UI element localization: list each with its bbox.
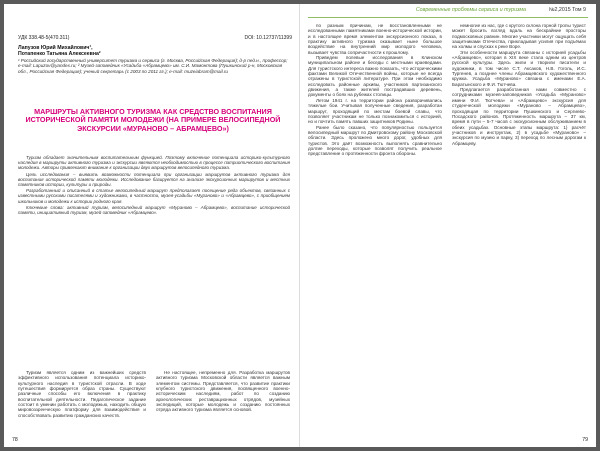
body-paragraph: немногие из нас, где с крутого склона горной тропы турист может бросить взгляд вдаль на бескрайние просторы подмосковных равнин. Многие участники могут ощущать себя защитниками Отечества, прикладывая усилия при подъёмах на холмы и спусках к реке Воре. bbox=[452, 23, 586, 50]
body-paragraph: по разным причинам, не восстановленными не исследованными памятниками военно-исторической истории, и в настоящее время элементом экскурсионного показа, в практику активного туризма оказывает ныне большое воздействие на внутренний мир молодого человека, вызывает чувства сопричастности к прошлому. bbox=[308, 23, 442, 55]
header-rule bbox=[308, 17, 588, 18]
body-paragraph: Ранее было сказано, что популярностью пользуется велосипедный маршрут по Дмитровскому району Московской области. Здесь проложено много дорог, удобных для туристов. Это даёт возможность выполнять сравнительно долгие переходы, которые позволят получить реальное представление о протяженности фронта обороны. bbox=[308, 124, 442, 157]
left-page bbox=[4, 4, 300, 447]
body-paragraph: Приведем полевые исследования в Клинском муниципальном районе и беседы с местными краеведами. Для туристского интереса важно показать, что историческими фактами Великой Отечественной войны, которые не всегда отражены в туристской литературе. При этом необходимо исследовать районные архивы, участников партизанского движения, а также жителей пострадавших деревень, документы о боях на рубежах столицы. bbox=[308, 55, 442, 98]
author-2: Потапенко Татьяна Алексеевна² bbox=[18, 51, 101, 57]
left-body-col-1 bbox=[18, 370, 146, 438]
body-paragraph: Предлагается разработанная нами совместно с сотрудниками музеев-заповедников «Усадьба «Мураново» имени Ф.И. Тютчева» и «Абрамцево» экскурсия для студенческой молодежи «Мураново – Абрамцево», проходящая по территории Пушкинского и Сергиево-Посадского районов. Протяженность маршрута – 37 км, время в пути – 5-7 часов с экскурсионным обслуживанием в обеих усадьбах. Основные этапы маршрута: 1) расчёт участников и инструктаж, 2) в усадьбе «Мураново» – экскурсия по музею и парку, 3) переход по лесным дорогам к Абрамцеву. bbox=[452, 87, 586, 146]
right-body-col-1 bbox=[308, 23, 442, 435]
body-paragraph: Летом 1941 г. на территории района разворачивались тяжелые бои. Учитывая полученные сведения, разработан маршрут, проходящий по местам боевой славы, что позволяет участникам не только познакомиться с историей, но и почтить память павших защитников Родины. bbox=[308, 97, 442, 125]
issue-number: №2,2015 Том 9 bbox=[548, 7, 586, 13]
body-paragraph: Эти особенности маршрута связаны с историей усадьбы «Абрамцево», которая в XIX веке стала одним из центров русской культуры. Здесь жили и творили писатели и художники, в том числе С.Т. Аксаков, Н.В. Гоголь, И.С. Тургенев, а позднее члены Абрамцевского художественного кружка. Усадьба «Мураново» связана с именами Е.А. Баратынского и Ф.И. Тютчева. bbox=[452, 49, 586, 87]
journal-spread bbox=[4, 4, 596, 447]
udc-code: УДК 338.48-5(470.311) bbox=[18, 35, 70, 41]
abstract bbox=[18, 155, 290, 216]
abstract-paragraph: Цель исследования – выявить возможности потенциала при организации маршрутов активного туризма для воспитания исторической памяти молодежи. Исследование базируется на анализе экскурсионных маршрутов и местных памятников истории, культуры и природы. bbox=[18, 171, 290, 188]
right-page bbox=[300, 4, 596, 447]
author-1: Лапузов Юрий Михайлович¹, bbox=[18, 45, 93, 51]
affiliation: ¹ Российский государственный университет туризма и сервиса (г. Москва, Российская Федерация); д-р пед.н., профессор; e-mail: Lapuzov@yandex.ru; ² Музей-заповедник «Усадьба «Абрамцево» им. С.И. Мамонтова (Пушкинский р-н, Московская обл., Российская Федерация); ученый секретарь (с 2003 по 2011 гг.); e-mail: muzeiabram@mail.ru bbox=[18, 58, 288, 74]
authors bbox=[18, 45, 101, 57]
journal-title: Современные проблемы сервиса и туризма bbox=[415, 7, 526, 13]
page-number-right: 79 bbox=[582, 437, 588, 443]
right-body-col-2 bbox=[452, 23, 586, 435]
abstract-paragraph: Туризм обладает значительным воспитательным функцией. Поэтому включение потенциала историко-культурного наследия в маршруты активного туризма и экскурсии являются необходимостью в процессе патриотического воспитания молодежи. Авторы привлекают внимание к организации двух маршрутов велосипедного туризма. bbox=[18, 155, 290, 171]
article-title: МАРШРУТЫ АКТИВНОГО ТУРИЗМА КАК СРЕДСТВО ВОСПИТАНИЯ ИСТОРИЧЕСКОЙ ПАМЯТИ МОЛОДЕЖИ (НА ПРИМЕРЕ ВЕЛОСИПЕДНОЙ ЭКСКУРСИИ «МУРАНОВО – АБРАМЦЕВО») bbox=[25, 107, 281, 133]
page-number-left: 78 bbox=[12, 437, 18, 443]
body-paragraph: Не настоящее, непременно для. Разработка маршрутов активного туризма Московской области является важным элементом системы. Представляется, что развитие практики клубного туристского движения, посвященного военно-историческим наследиям, работ по созданию археологических реставрационных отрядов, музейных экспедиций, которые молодежь и созданию постоянных отряда активного туризма является основой. bbox=[156, 370, 290, 413]
body-paragraph: Туризм является одним из важнейших средств эффективного использования потенциала историко-культурного наследия в туристской отрасли. В ходе путешествия формируется образ страны. Существуют различные способы его включения в практику воспитательной деятельности. Педагогическое задание состоит в умении работать с молодежью, находить общую мировоззренческую платформу для взаимодействия и способствовать развитию гражданских качеств. bbox=[18, 370, 146, 418]
left-body-col-2 bbox=[156, 370, 290, 438]
abstract-paragraph: Разработанный и описанный в статье велосипедный маршрут предполагает посещение ряда объектов, связанных с известными русскими писателями и художниками, в частности, музея-усадьбы «Мураново» и «Абрамцево», с приобщением школьников и молодежи к истории родного края. bbox=[18, 188, 290, 204]
doi-code: DOI: 10.12737/11399 bbox=[244, 35, 292, 41]
keywords: Ключевые слова: активный туризм, велосипедный маршрут «Мураново – Абрамцево», воспитание исторической памяти, инициативный туризм, музей-заповедник «Абрамцево». bbox=[18, 204, 290, 216]
